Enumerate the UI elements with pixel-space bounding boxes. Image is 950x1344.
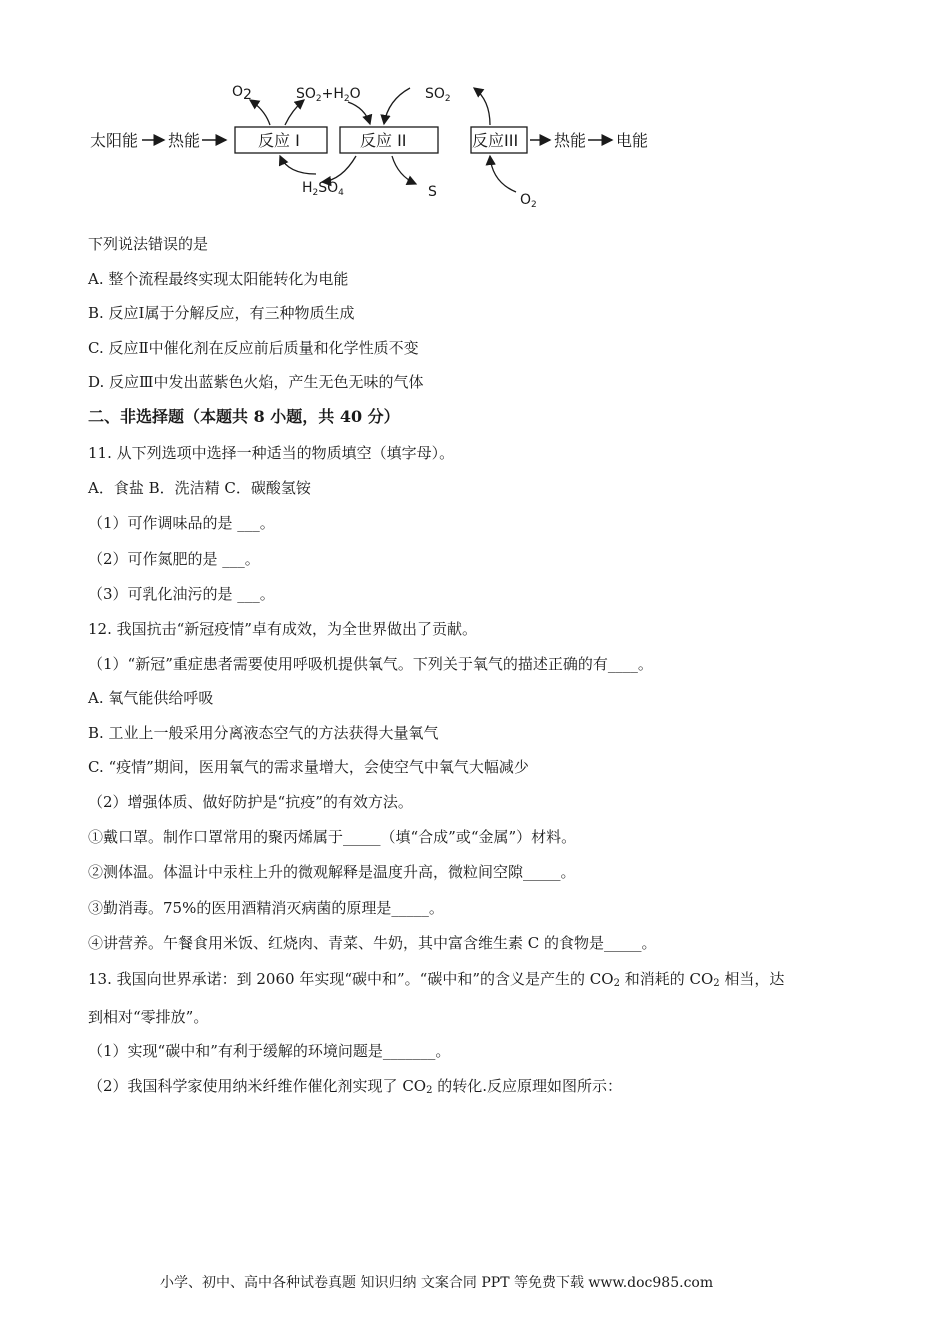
q12-part2: （2）增强体质、做好防护是“抗疫”的有效方法。 <box>88 793 413 811</box>
q10-option-b: B. 反应Ⅰ属于分解反应，有三种物质生成 <box>88 304 355 322</box>
arrow-reaction1-o2 <box>250 100 270 125</box>
section-heading: 二、非选择题（本题共 8 小题，共 40 分） <box>88 407 400 426</box>
electric-energy-label: 电能 <box>616 131 649 150</box>
heat-energy-label-2: 热能 <box>554 131 587 150</box>
q12-option-b: B. 工业上一般采用分离液态空气的方法获得大量氧气 <box>88 724 439 742</box>
q12-sub1: ①戴口罩。制作口罩常用的聚丙烯属于_____（填“合成”或“金属”）材料。 <box>88 828 577 846</box>
q11-part3: （3）可乳化油污的是 ___。 <box>88 585 275 603</box>
q11-options: A．食盐 B．洗洁精 C．碳酸氢铵 <box>88 479 311 497</box>
arrow-o2-reaction3 <box>490 156 516 192</box>
q10-option-a: A. 整个流程最终实现太阳能转化为电能 <box>88 270 349 288</box>
q10-stem: 下列说法错误的是 <box>88 235 209 253</box>
q12-option-c: C. “疫情”期间，医用氧气的需求量增大，会使空气中氧气大幅减少 <box>88 758 529 776</box>
arrow-reaction3-so2 <box>474 88 490 125</box>
solar-energy-label: 太阳能 <box>90 131 139 150</box>
q12-option-a: A. 氧气能供给呼吸 <box>88 689 214 707</box>
q12-stem: 12. 我国抗击“新冠疫情”卓有成效，为全世界做出了贡献。 <box>88 620 477 638</box>
arrow-so2-reaction2-b <box>384 88 410 124</box>
o2-bottom-label: $O_2$ <box>520 192 537 210</box>
so2-h2o-label: $SO_2+H_2O$ <box>296 86 361 104</box>
q13-part1: （1）实现“碳中和”有利于缓解的环境问题是_______。 <box>88 1042 451 1060</box>
q12-part1: （1）“新冠”重症患者需要使用呼吸机提供氧气。下列关于氧气的描述正确的有____。 <box>88 655 653 673</box>
q11-stem: 11. 从下列选项中选择一种适当的物质填空（填字母）。 <box>88 444 455 462</box>
q13-part2: （2）我国科学家使用纳米纤维作催化剂实现了 $CO_2$ 的转化.反应原理如图所示： <box>88 1077 623 1096</box>
q12-sub4: ④讲营养。午餐食用米饭、红烧肉、青菜、牛奶，其中富含维生素 C 的食物是_____。 <box>88 934 657 952</box>
arrow-reaction2-h2so4 <box>322 156 356 182</box>
reaction-flow-diagram <box>80 72 680 212</box>
arrow-h2so4-reaction1 <box>280 156 316 174</box>
page-footer: 小学、初中、高中各种试卷真题 知识归纳 文案合同 PPT 等免费下载 www.doc985.com <box>160 1275 714 1291</box>
arrow-reaction2-sulfur <box>392 156 416 184</box>
o2-top-label: O2 <box>232 84 252 103</box>
sulfur-label: S <box>428 184 437 200</box>
q13-stem-line1: 13. 我国向世界承诺：到 2060 年实现“碳中和”。“碳中和”的含义是产生的 $CO_2$ 和消耗的 $CO_2$ 相当，达 <box>88 970 785 989</box>
so2-top-label: $SO_2$ <box>425 86 451 104</box>
reaction1-label: 反应 I <box>258 131 300 150</box>
q10-option-c: C. 反应Ⅱ中催化剂在反应前后质量和化学性质不变 <box>88 339 419 357</box>
reaction3-label: 反应III <box>472 131 519 150</box>
q12-sub3: ③勤消毒。75%的医用酒精消灭病菌的原理是_____。 <box>88 899 444 917</box>
arrow-reaction1-so2 <box>285 100 304 125</box>
q13-stem-line2: 到相对“零排放”。 <box>88 1008 209 1026</box>
q12-sub2: ②测体温。体温计中汞柱上升的微观解释是温度升高，微粒间空隙_____。 <box>88 863 576 881</box>
h2so4-label: $H_2SO_4$ <box>302 180 344 198</box>
heat-energy-label: 热能 <box>168 131 201 150</box>
arrow-so2-reaction2 <box>348 102 370 124</box>
q10-option-d: D. 反应Ⅲ中发出蓝紫色火焰，产生无色无味的气体 <box>88 373 424 391</box>
q11-part1: （1）可作调味品的是 ___。 <box>88 514 275 532</box>
reaction2-label: 反应 II <box>360 131 407 150</box>
q11-part2: （2）可作氮肥的是 ___。 <box>88 550 260 568</box>
